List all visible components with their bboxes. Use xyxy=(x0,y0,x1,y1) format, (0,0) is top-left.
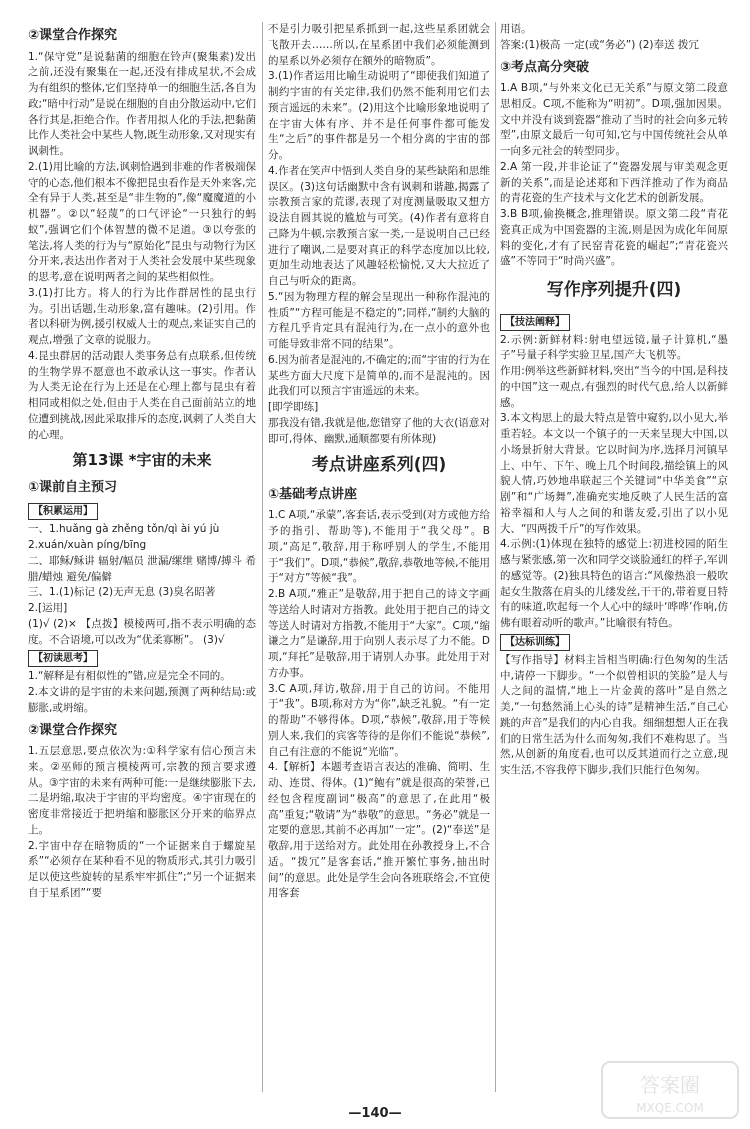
answer-paragraph: 3.(1)作者运用比喻生动说明了“即使我们知道了制约宇宙的有关定律,我们仍然不能利用它们去预言遥远的未来”。(2)用这个比喻形象地说明了在宇宙大体有序、并不是任何事件都可能发生“之后”的事件都是另一个相分离的宇宙的部分。 xyxy=(268,70,490,161)
section-heading: ①课前自主预习 xyxy=(28,479,118,495)
answer-paragraph: 4.【解析】本题考查语言表达的准确、简明、生动、连贯、得体。(1)“鲍有”就是很高的荣誉,已经包含程度副词“极高”的意思了,在此用“极高”重复;“敬请”为“恭敬”的意思。“务必”就是一定要的意思,其前不必再加“一定”。(2)“奉送”是敬辞,用于送给对方。此处用在孙教授身上,不合适。“拨冗”是客套话,“推开繁忙事务,抽出时间”的意思。此处是学生会向各班联络会,不宜使用客套 xyxy=(268,761,490,900)
svg-text:MXQE.COM: MXQE.COM xyxy=(636,1101,704,1115)
column-divider xyxy=(495,22,496,1092)
answer-paragraph: 1.“保守党”是说黏菌的细胞在铃声(聚集素)发出之前,还没有聚集在一起,还没有排成星状,不会成为有组织的整体,它们坚持单一的细胞生活,各自为政;“暗中行动”是说在细胞的自由分散运动中,它们各行其是,拒绝合作。作者用拟人化的手法,把黏菌比作人类社会中某些人物,既生动形象,又对现实有讽刺性。 xyxy=(28,50,256,157)
answer-paragraph: 1.五层意思,要点依次为:①科学家有信心预言未来。②巫师的预言模棱两可,宗教的预言要求遵从。③宇宙的未来有两种可能:一是继续膨胀下去,二是坍缩,取决于宇宙的平均密度。④宇宙现在的密度非常接近于把坍缩和膨胀区分开来的临界点上。 xyxy=(28,745,256,836)
page-number: —140— xyxy=(348,1106,402,1121)
answer-line: 答案:(1)极高 一定(或“务必”) (2)奉送 拨冗 xyxy=(500,38,699,51)
answer-paragraph: 【写作指导】材料主旨相当明确:行色匆匆的生活中,请停一下脚步。“一个似曾相识的笑脸”是人与人之间的温情,“地上一片金黄的落叶”是自然之美,“一句愁然涌上心头的诗”是精神生活,“自己心跳的声音”是我们的内心自我。细细想想人正在我们的日常生活为什么而匆匆,我们不难构思了。当然,从创新的角度看,也可以反其道而行之立意,现实生活,不容我停下脚步,我们只能行色匆匆。 xyxy=(500,653,728,776)
answer-paragraph: 2.本文讲的是宇宙的未来问题,预测了两种结局:或膨胀,或坍缩。 xyxy=(28,686,256,714)
answer-line: (1)√ (2)× 【点拨】模棱两可,指不表示明确的态度。不合语境,可以改为“优柔寡断”。 (3)√ xyxy=(28,617,256,646)
answer-paragraph: 4.昆虫群居的活动跟人类事务总有点联系,但传统的生物学界不愿意也不敢承认这一事实。作者认为人类无论在行为上还是在心理上都与昆虫有着相同或相似之处,但由于人类在自己面前站立的地位遭到挑战,因此采取排斥的态度,讽刺了人类自大的心理。 xyxy=(28,349,256,441)
answer-paragraph: 3.本文构思上的最大特点是管中窥豹,以小见大,举重若轻。本文以一个镇子的一天来呈现大中国,以小场景折射大背景。它以时间为序,选择月河镇早上、中午、下午、晚上几个时间段,描绘镇上的风貌人情,巧妙地串联起三个关键词“中华美食”“京剧”和“广场舞”,准确充实地反映了人民生活的富裕幸福和人与人之间的和谐友爱,引出了以小见大、“四两拨千斤”的写作效果。 xyxy=(500,412,728,535)
sub-heading: 【技法阐释】 xyxy=(500,314,570,331)
answer-paragraph: 5.“因为物理方程的解会呈现出一种称作混沌的性质”“方程可能是不稳定的”;同样,“制约大脑的方程几乎肯定具有混沌行为,在一点小的意外也可能导致非常不同的结果”。 xyxy=(268,290,490,350)
answer-paragraph: 2.宇宙中存在暗物质的“一个证据来自于螺旋星系”“必须存在某种看不见的物质形式,其引力吸引足以使这些旋转的星系牢牢抓住”;“另一个证据来自于星系团”“要 xyxy=(28,839,256,899)
answer-paragraph: 2.示例:新鲜材料:射电望远镜,量子计算机,“墨子”号量子科学实验卫星,国产大飞机等。 xyxy=(500,333,728,362)
answer-paragraph: 2.B A项,“雅正”是敬辞,用于把自己的诗文字画等送给人时请对方指教。此处用于把自己的诗文等送人时请对方指教,不能用于“大家”。C项,“缩谦之力”是谦辞,用于向别人表示尽了力不能。D项,“拜托”是敬辞,用于请别人办事。此处用于对方办事。 xyxy=(268,588,490,679)
answer-paragraph: 那我没有错,我就是他,您错穿了他的大衣(语意对即可,得体、幽默,通顺都要有所体现) xyxy=(268,416,490,445)
practice-label: [即学即练] xyxy=(268,401,319,413)
answer-paragraph: 6.因为前者是混沌的,不确定的;而“宇宙的行为在某些方面大尺度下是简单的,而不是混沌的。因此我们可以预言宇宙遥远的未来。 xyxy=(268,353,490,398)
section-heading: ②课堂合作探究 xyxy=(28,722,118,738)
answer-line: 二、耶稣/稣讲 辐射/幅员 泄漏/缧绁 赌博/搏斗 希腊/蜡烛 避免/偏僻 xyxy=(28,554,256,583)
series-title: 考点讲座系列(四) xyxy=(311,455,447,476)
answer-paragraph: 3.B B项,偷换概念,推理错误。原文第二段“青花瓷真正成为中国瓷器的主流,则是因为成化年间原料的变化,才有了民窑青花瓷的崛起”;“青花瓷兴盛”不等同于“时尚兴盛”。 xyxy=(500,208,728,268)
answer-paragraph: 1.A B项,“与外来文化已无关系”与原文第二段意思相反。C项,不能称为“明初”。D项,强加因果。文中并没有谈到瓷器“推动了当时的社会向多元转型”,由原文最后一句可知,它与中国传统社会从单一向多元社会的转型同步。 xyxy=(500,82,728,157)
answer-paragraph: 1.“解释是有相似性的”错,应是完全不同的。 xyxy=(28,670,231,683)
answer-line: 2.[运用] xyxy=(28,602,68,614)
section-heading: ③考点高分突破 xyxy=(500,59,590,75)
answer-line: 一、1.huǎng gà zhěng tǒn/qì ài yú jù xyxy=(28,523,220,536)
sub-heading: 【积累运用】 xyxy=(28,503,98,520)
answer-paragraph: 作用:例举这些新鲜材料,突出“当今的中国,是科技的中国”这一观点,有强烈的时代气息,给人以新鲜感。 xyxy=(500,365,728,409)
answer-line: 2.xuán/xuàn píng/bīng xyxy=(28,539,147,551)
sub-heading: 【达标训练】 xyxy=(500,634,570,651)
answer-line: 三、1.(1)标记 (2)无声无息 (3)臭名昭著 xyxy=(28,586,216,599)
answer-paragraph: 3.(1)打比方。将人的行为比作群居性的昆虫行为。引出话题,生动形象,富有趣味。(2)引用。作者以科研为例,援引权威人士的观点,来证实自己的观点,增强了文章的说服力。 xyxy=(28,286,256,346)
svg-text:答案圈: 答案圈 xyxy=(640,1073,700,1097)
answer-paragraph: 2.A 第一段,并非论证了“瓷器发展与审美观念更新的关系”,而是论述郑和下西洋推动了作为商品的青花瓷的生产技术与文化艺术的创新发展。 xyxy=(500,160,728,205)
sub-heading: 【初读思考】 xyxy=(28,650,98,667)
column-right xyxy=(500,22,728,779)
answer-paragraph: 不是引力吸引把星系抓到一起,这些星系团就会飞散开去……所以,在星系团中我们必须能测到的星系以外必须存在额外的暗物质”。 xyxy=(268,23,490,67)
section-heading: ①基础考点讲座 xyxy=(268,486,358,502)
column-middle xyxy=(268,22,490,902)
lesson-title: 第13课 *宇宙的未来 xyxy=(72,451,212,470)
watermark-logo xyxy=(600,1060,740,1120)
answer-paragraph: 3.C A项,拜访,敬辞,用于自己的访问。不能用于“我”。B项,称对方为“你”,缺乏礼貌。“有一定的帮助”不够得体。D项,“恭候”,敬辞,用于等候别人来,我们的宾客等待的是你们不能说“恭候”,自己有注意的不能说“光临”。 xyxy=(268,682,490,758)
answer-paragraph: 1.C A项,“承蒙”,客套话,表示受到(对方或他方给予的指引、帮助等),不能用于“我父母”。B项,“高足”,敬辞,用于称呼别人的学生,不能用于“我们”。D项,“恭候”,敬辞,恭敬地等候,不能用于“对方”等候“我”。 xyxy=(268,509,490,585)
answer-paragraph: 2.(1)用比喻的方法,讽刺恰遇到非难的作者极端保守的心态,他们根本不像把昆虫看作是天外来客,完全有异于人类,甚至是“非生物的”,像“魔魔道的小机器”。②以“轻蔑”的口气评论“一只独行的蚂蚁”,强调它们个体智慧的微不足道。③以夸张的笔法,将人类的行为与“原始化”昆虫与动物行为区分开来,表达出作者对于人类社会发展中某些现象的思考,意在说明两者之间的某些相似性。 xyxy=(28,160,256,283)
column-left xyxy=(28,22,256,902)
section-heading: ②课堂合作探究 xyxy=(28,28,118,43)
answer-paragraph: 4.示例:(1)体现在独特的感觉上:初进校园的陌生感与紧张感,第一次和同学交谈脸通红的样子,军训的感觉等。(2)独具特色的语言:“风像热浪一般吹起女生散落在肩头的儿缕发丝,干干的,带着夏日特有的味道,吹起每一个人心中的绿叶‘哗哗’作响,仿佛有眼着动听的歌声。”比喻很有特色。 xyxy=(500,538,728,629)
answer-line: 用语。 xyxy=(500,23,532,35)
series-title: 写作序列提升(四) xyxy=(546,280,682,300)
column-divider xyxy=(262,22,263,1092)
answer-paragraph: 4.作者在笑声中悟到人类自身的某些缺陷和思维误区。(3)这句话幽默中含有讽刺和谐趣,揭露了宗教预言家的荒谬,表现了对度测量吸取又想方设法自圆其说的尴尬与可笑。(4)作者有意将自己降为牛顿,宗教预言家一类,一是说明自己已经进行了嘲讽,二是要对真正的科学态度加以比较,更加生动地表达了风趣轻松愉悦,又大大拉近了自己与听众的距离。 xyxy=(268,164,490,287)
